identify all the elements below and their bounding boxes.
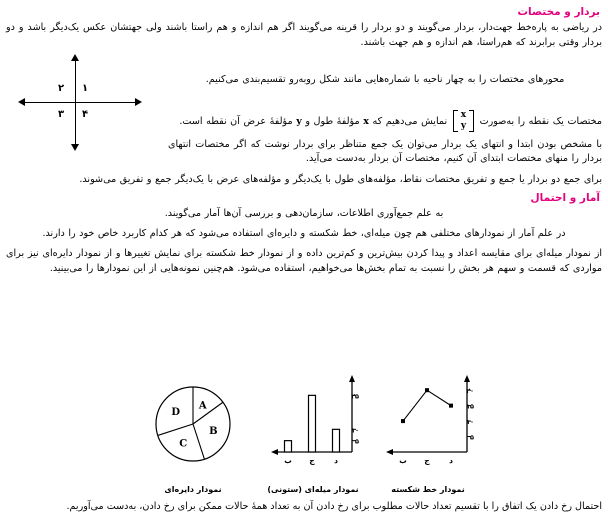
matrix-cell-x: x: [460, 109, 467, 120]
line-y-tick-label: ۲۰: [466, 387, 474, 396]
x-axis-arrow-right-icon: [135, 98, 142, 106]
bar-y-tick-label: ۲۵: [351, 392, 359, 401]
matrix-bracket-right: [469, 110, 474, 132]
line-chart-caption: نمودار خط شکسته: [391, 485, 465, 494]
x-axis-line: [24, 102, 136, 103]
paragraph-vector-subtraction: با مشخص بودن ابتدا و انتهای یک بردار می‌توان یک جمع متناظر برای بردار نوشت که اگر مختصات انتهای بردار را منهای مختصات ابتدای آن کنیم، مختصات آن بردار به‌دست می‌آید.: [168, 138, 602, 165]
pie-slice-label-D: D: [171, 406, 180, 418]
line-y-tick-label: ۱۰: [466, 418, 474, 427]
pie-chart-caption: نمودار دایره‌ای: [164, 485, 222, 494]
paragraph-quadrant-numbering: محورهای مختصات را به چهار ناحیه با شماره‌هایی مانند شکل روبه‌رو تقسیم‌بندی می‌کنیم.: [205, 73, 565, 85]
matrix-cell-y: y: [460, 120, 467, 131]
line-x-tick-label-د: د: [449, 456, 453, 465]
y-axis-arrow-down-icon: [71, 144, 79, 151]
pie-slice-divider: [193, 424, 204, 459]
coordinate-quadrants-figure: [12, 53, 162, 151]
matrix-bracket-left: [453, 110, 458, 132]
bar-rect-د: [333, 429, 340, 452]
pie-chart-figure: [128, 372, 258, 494]
line-series-path: [403, 390, 451, 421]
bar-x-tick-label-ب: ب: [284, 456, 292, 465]
paragraph-chart-types: در علم آمار از نمودارهای مختلفی هم چون میله‌ای، خط شکسته و دایره‌ای استفاده می‌شود که هر کدام کاربرد خاص خود را دارند.: [42, 228, 566, 240]
pie-slice-label-B: B: [209, 426, 218, 438]
bar-x-tick-label-ج: ج: [309, 456, 315, 465]
pie-slice-divider: [193, 402, 223, 424]
coord-sentence-part-3: مؤلفهٔ طول و: [305, 115, 360, 127]
column-vector-matrix: [453, 110, 474, 132]
bar-chart-caption: نمودار میله‌ای (ستونی): [267, 485, 359, 494]
variable-y: y: [296, 115, 302, 127]
line-x-tick-label-ج: ج: [424, 456, 430, 465]
pie-slice-label-A: A: [198, 400, 207, 412]
coord-sentence-part-1: مختصات یک نقطه را به‌صورت: [479, 115, 602, 127]
bar-rect-ب: [285, 441, 292, 452]
paragraph-chart-usage: از نمودار میله‌ای برای مقایسه اعداد و پیدا کردن بیش‌ترین و کم‌ترین داده و از نمودار خط شکسته برای نمایش تغییرها و از نمودار دایره‌ای نیز برای مواردی که قسمت و سهم هر بخش را نسبت به تمام بخش‌ها می‌خواهیم، استفاده می‌شود. هم‌چنین نمونه‌هایی از این نمودارها را می‌بینید.: [6, 247, 602, 274]
quadrant-label-4: ۴: [82, 108, 89, 120]
line-chart-canvas: [363, 372, 493, 478]
quadrant-label-3: ۳: [58, 108, 65, 120]
paragraph-vector-addition: برای جمع دو بردار یا جمع و تفریق مختصات نقاط، مؤلفه‌های طول با یک‌دیگر و مؤلفه‌های عرض با یک‌دیگر جمع و تفریق می‌شوند.: [79, 174, 602, 186]
line-y-tick-label: ۱۵: [466, 402, 474, 411]
coord-sentence-part-4: مؤلفهٔ عرض آن نقطه است.: [179, 115, 293, 127]
pie-chart-canvas: [128, 372, 258, 478]
line-x-tick-label-ب: ب: [399, 456, 407, 465]
pie-chart-svg: [128, 372, 258, 478]
section-heading-vectors: بردار و مختصات: [517, 6, 600, 18]
coord-sentence-part-2: نمایش می‌دهیم که: [372, 115, 448, 127]
quadrant-label-2: ۲: [58, 82, 65, 94]
x-axis-arrow-left-icon: [18, 98, 25, 106]
line-marker-د: [449, 404, 453, 408]
pie-slice-label-C: C: [179, 438, 188, 450]
bar-chart-svg: [248, 372, 378, 478]
line-chart-figure: [363, 372, 493, 494]
quadrant-label-1: ۱: [82, 82, 89, 94]
bar-chart-figure: [248, 372, 378, 494]
charts-row: [0, 372, 608, 497]
line-chart-svg: [363, 372, 493, 478]
line-y-axis-arrow-icon: [464, 375, 470, 382]
section-heading-statistics: آمار و احتمال: [530, 192, 600, 205]
paragraph-statistics-definition: به علم جمع‌آوری اطلاعات، سازمان‌دهی و بررسی آن‌ها آمار می‌گویند.: [164, 208, 444, 220]
bar-y-axis-arrow-icon: [349, 375, 355, 382]
bar-x-axis-arrow-icon: [271, 449, 278, 455]
bar-rect-ج: [309, 395, 316, 452]
paragraph-probability-definition: احتمال رخ دادن یک اتفاق را با تقسیم تعداد حالات مطلوب برای رخ دادن آن به تعداد همهٔ حالات ممکن برای رخ دادن، به‌دست می‌آوریم.: [66, 501, 602, 512]
variable-x: x: [363, 115, 369, 127]
line-y-tick-label: ۵: [470, 433, 474, 442]
bar-chart-canvas: [248, 372, 378, 478]
y-axis-line: [75, 59, 76, 145]
bar-y-tick-label: ۱۰: [351, 426, 359, 435]
line-x-axis-arrow-icon: [386, 449, 393, 455]
line-marker-ب: [401, 419, 405, 423]
bar-x-tick-label-د: د: [334, 456, 338, 465]
line-marker-ج: [425, 388, 429, 392]
pie-slice-divider: [158, 424, 193, 435]
bar-y-tick-label: ۵: [355, 437, 359, 446]
paragraph-vector-definition: در ریاضی به پاره‌خط جهت‌دار، بردار می‌گویند و دو بردار را قرینه می‌گویند اگر هم اندازه و هم راستا باشند ولی جهتشان عکس یک‌دیگر باشد و دو بردار وقتی برابرند که هم‌راستا، هم اندازه و هم جهت باشند.: [6, 22, 602, 48]
y-axis-arrow-up-icon: [71, 54, 79, 61]
